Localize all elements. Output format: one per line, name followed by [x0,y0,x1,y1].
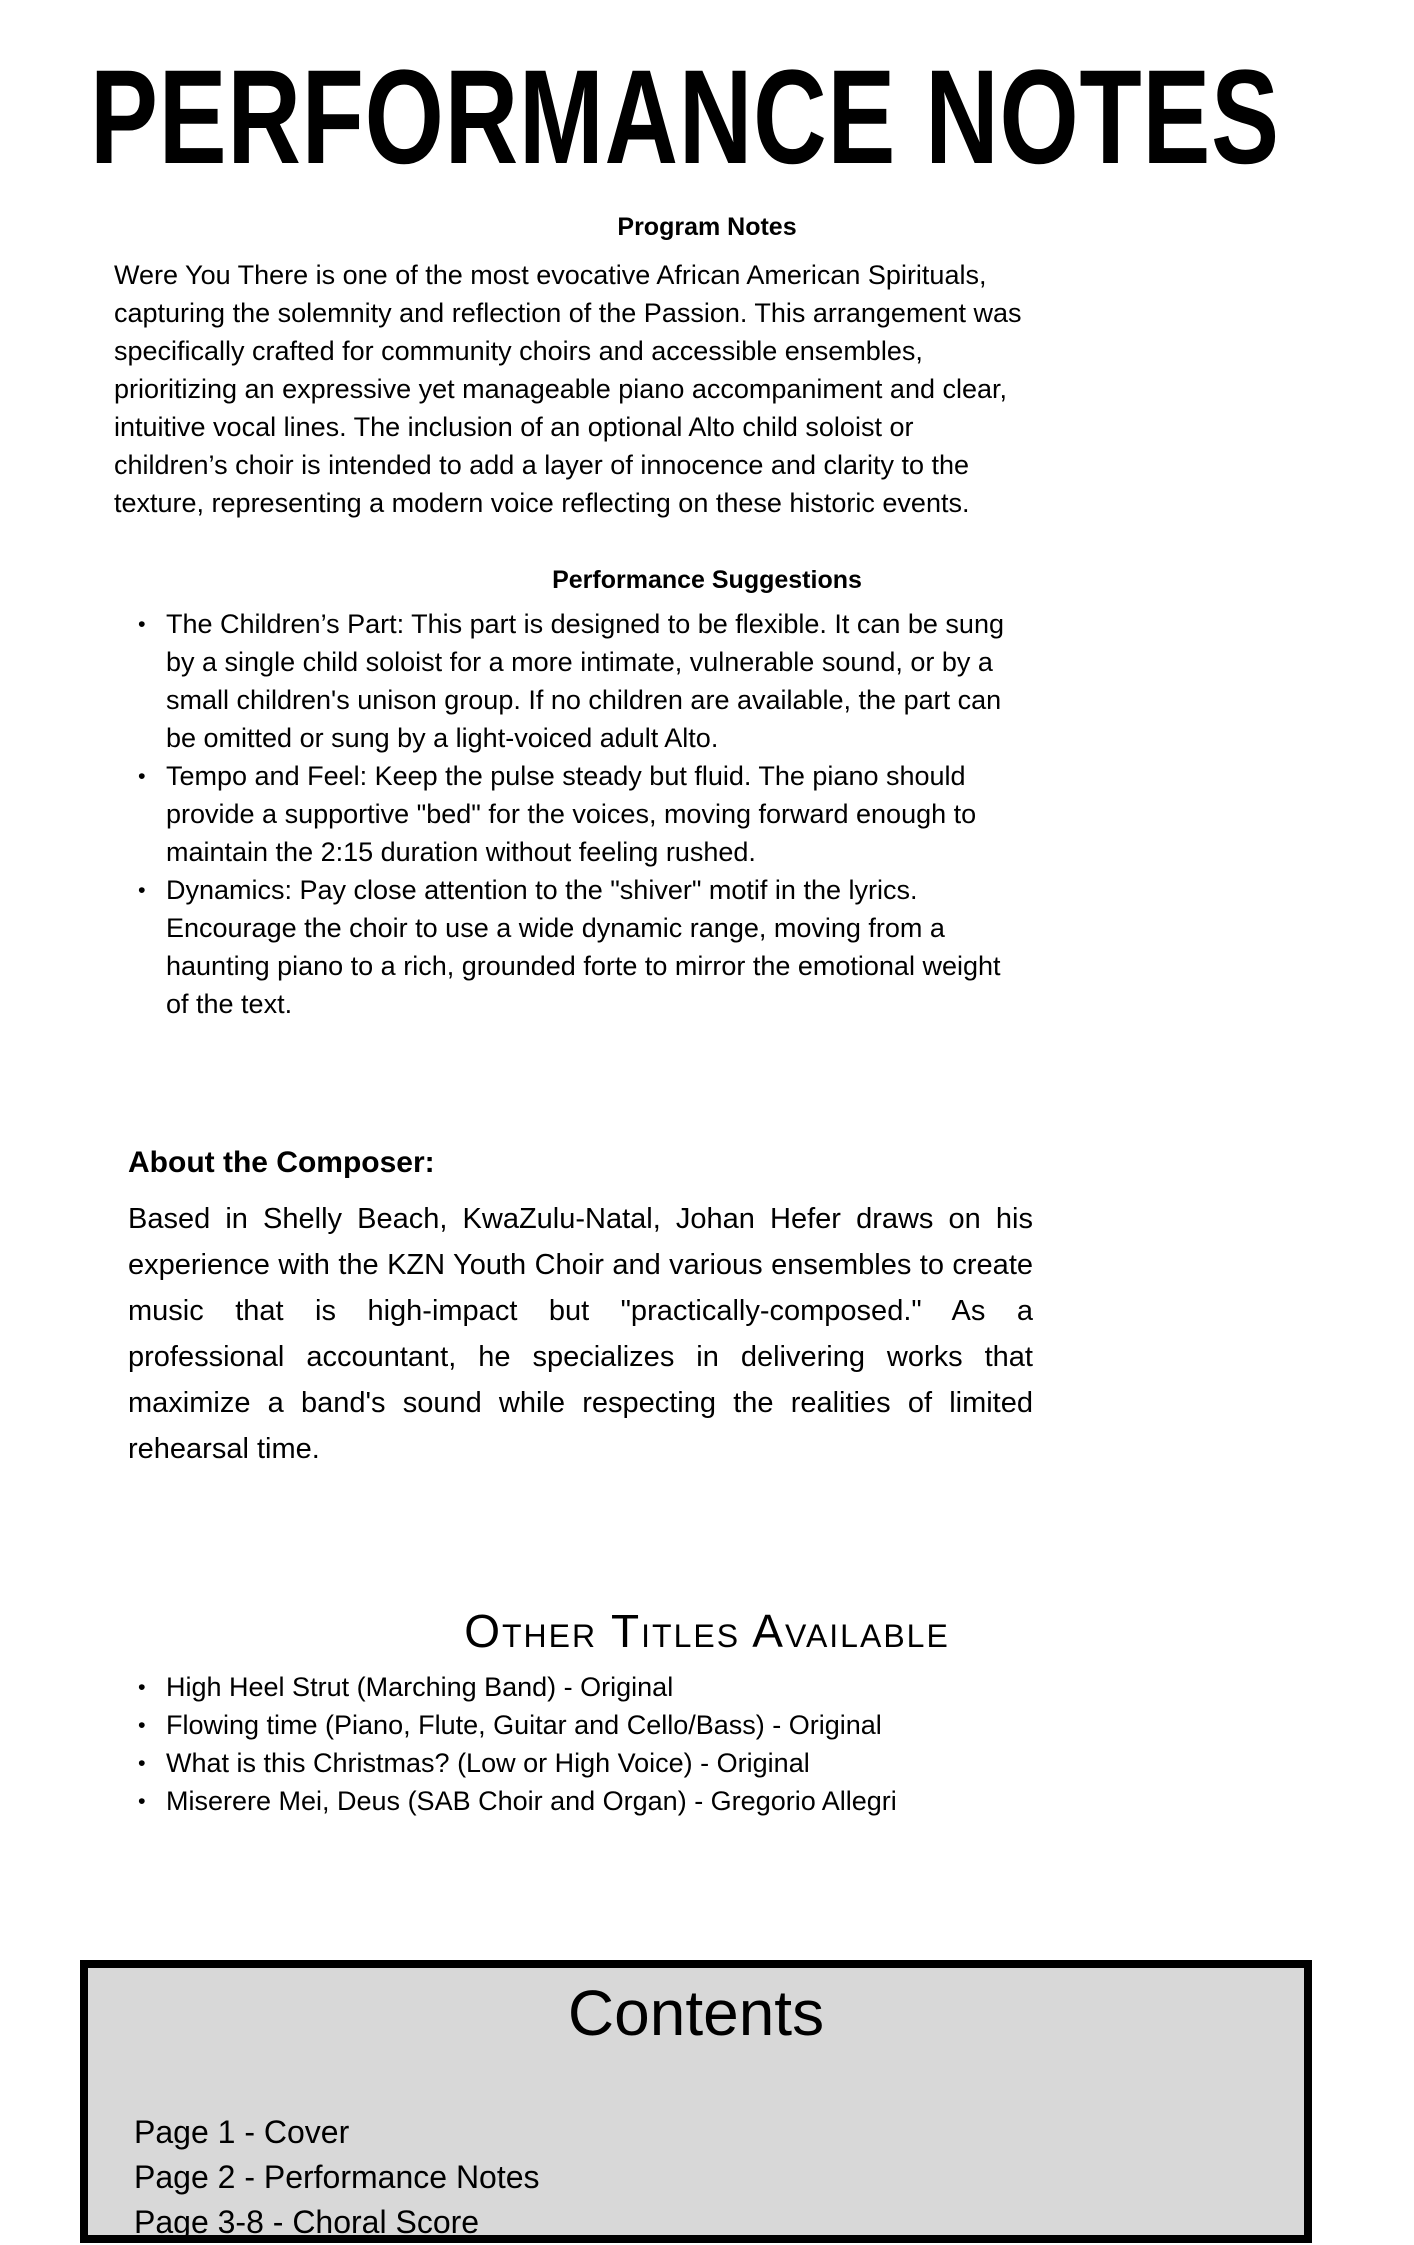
list-item: • What is this Christmas? (Low or High Voice) - Original [126,1744,1086,1782]
list-item: • Tempo and Feel: Keep the pulse steady but fluid. The piano should provide a supportive "bed" for the voices, moving forward enough to maintain the 2:15 duration without feeling rushed. [126,757,1010,871]
performance-suggestions-heading: Performance Suggestions [552,566,862,595]
program-notes-heading: Program Notes [617,213,797,242]
list-item: • Dynamics: Pay close attention to the "shiver" motif in the lyrics. Encourage the choir to use a wide dynamic range, moving from a haunting piano to a rich, grounded forte to mirror the emotional weight of the text. [126,871,1010,1023]
about-composer-paragraph: Based in Shelly Beach, KwaZulu-Natal, Johan Hefer draws on his experience with the KZN Youth Choir and various ensembles to create music that is high-impact but "practically-composed." As a professional accountant, he specializes in delivering works that maximize a band's sound while respecting the realities of limited rehearsal time. [128,1202,1033,1465]
contents-box [80,1960,1312,2243]
list-item: • Flowing time (Piano, Flute, Guitar and Cello/Bass) - Original [126,1706,1086,1744]
about-composer-section [128,1145,1324,1472]
performance-suggestions-list [126,605,1010,1023]
about-composer-heading: About the Composer: [128,1145,435,1179]
contents-item-cover: Page 1 - Cover [134,2114,350,2151]
contents-item-choral-score: Page 3-8 - Choral Score [134,2204,480,2241]
other-titles-heading: Other Titles Available [464,1604,950,1657]
list-item: • High Heel Strut (Marching Band) - Original [126,1668,1086,1706]
contents-list [134,2110,1304,2245]
page-title: PERFORMANCE NOTES [90,43,1280,192]
program-notes-paragraph: Were You There is one of the most evocative African American Spirituals, capturing the solemnity and reflection of the Passion. This arrangement was specifically crafted for community choirs and accessible ensembles, prioritizing an expressive yet manageable piano accompaniment and clear, intuitive vocal lines. The inclusion of an optional Alto child soloist or children’s choir is intended to add a layer of innocence and clarity to the texture, representing a modern voice reflecting on these historic events. [114,260,1022,519]
list-item: • The Children’s Part: This part is designed to be flexible. It can be sung by a single child soloist for a more intimate, vulnerable sound, or by a small children's unison group. If no children are available, the part can be omitted or sung by a light-voiced adult Alto. [126,605,1010,757]
contents-item-performance-notes: Page 2 - Performance Notes [134,2159,540,2196]
list-item: • Miserere Mei, Deus (SAB Choir and Organ) - Gregorio Allegri [126,1782,1086,1820]
other-titles-list [126,1668,1086,1820]
contents-heading: Contents [567,1977,825,2050]
